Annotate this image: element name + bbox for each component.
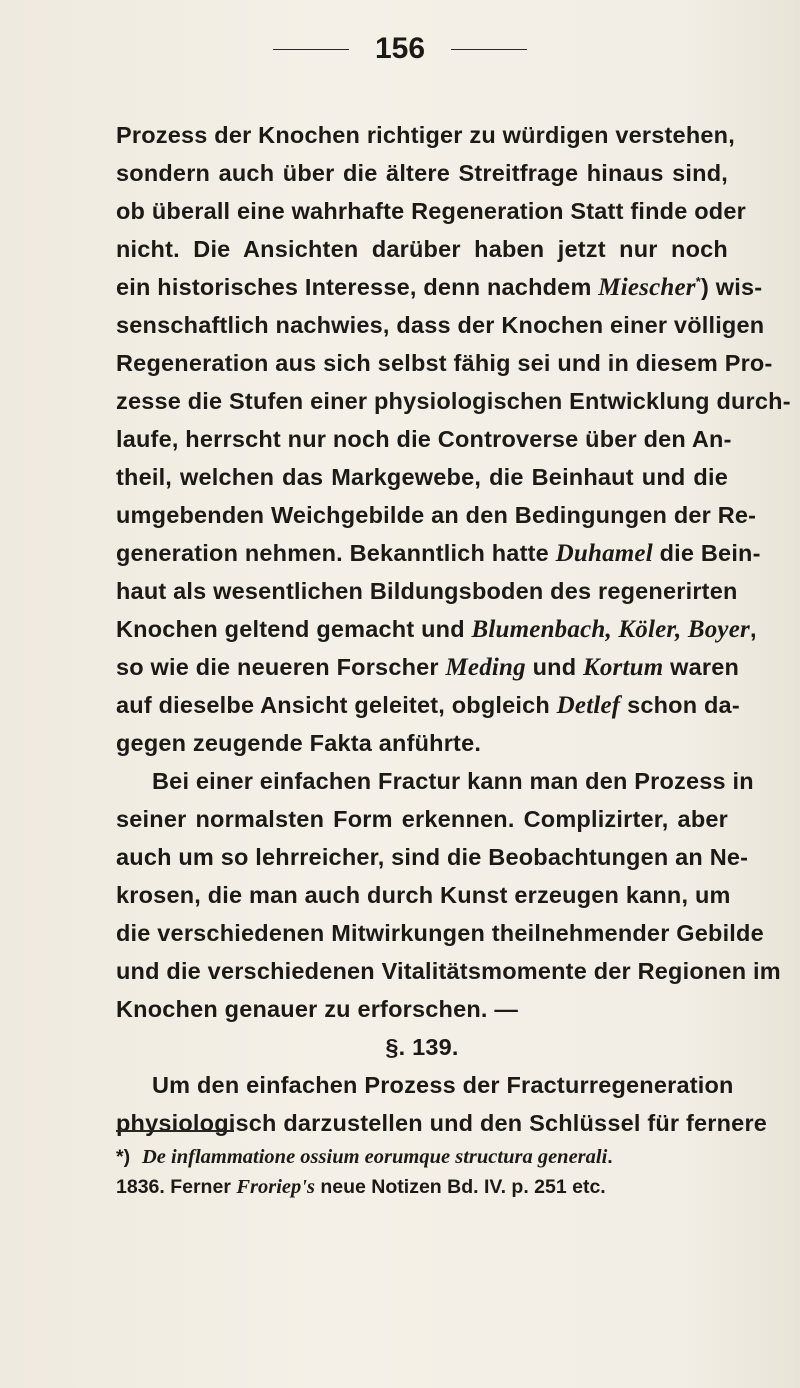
text-line bbox=[116, 914, 764, 952]
text-line bbox=[116, 1104, 768, 1142]
text-segment: neue Notizen Bd. IV. p. 251 etc. bbox=[314, 1176, 606, 1198]
text-segment: Prozess der Knochen richtiger zu würdigen verstehen, bbox=[116, 122, 735, 148]
text-segment: . bbox=[607, 1146, 613, 1168]
main-text bbox=[116, 116, 791, 1142]
text-segment: auch um so lehrreicher, sind die Beobachtungen an Ne- bbox=[116, 844, 749, 870]
text-segment: Regeneration aus sich selbst fähig sei und in diesem Pro- bbox=[116, 350, 773, 376]
text-line bbox=[116, 230, 728, 268]
text-line bbox=[116, 306, 765, 344]
text-segment: Bei einer einfachen Fractur kann man den Prozess in bbox=[152, 768, 754, 794]
text-segment: Um den einfachen Prozess der Fracturregeneration bbox=[152, 1072, 734, 1098]
text-segment: ) wis- bbox=[700, 274, 763, 300]
text-segment: seiner normalsten Form erkennen. Complizirter, aber bbox=[116, 806, 728, 832]
text-line bbox=[116, 420, 732, 458]
italic-name: De inflammatione ossium eorumque structura generali bbox=[142, 1146, 608, 1168]
text-segment: haut als wesentlichen Bildungsboden des regenerirten bbox=[116, 578, 738, 604]
text-line bbox=[116, 344, 773, 382]
section-heading bbox=[116, 1028, 728, 1066]
text-segment: so wie die neueren Forscher bbox=[116, 654, 446, 680]
footnote-separator bbox=[116, 1130, 234, 1132]
text-line bbox=[116, 990, 728, 1028]
footnote-line bbox=[116, 1172, 728, 1202]
footnote-marker: *) bbox=[116, 1146, 131, 1168]
text-segment: sondern auch über die ältere Streitfrage hinaus sind, bbox=[116, 160, 728, 186]
text-segment: theil, welchen das Markgewebe, die Beinhaut und die bbox=[116, 464, 728, 490]
italic-name: Miescher bbox=[598, 274, 696, 301]
text-segment: umgebenden Weichgebilde an den Bedingungen der Re- bbox=[116, 502, 757, 528]
text-line bbox=[116, 154, 728, 192]
text-line bbox=[116, 762, 754, 800]
italic-name: Blumenbach, Köler, Boyer bbox=[471, 616, 750, 643]
text-segment: §. 139. bbox=[385, 1034, 459, 1060]
text-segment: gegen zeugende Fakta anführte. bbox=[116, 730, 482, 756]
text-line bbox=[116, 724, 728, 762]
text-segment: die Bein- bbox=[652, 540, 761, 566]
page-number: 156 bbox=[374, 32, 426, 66]
text-segment: nicht. Die Ansichten darüber haben jetzt nur noch bbox=[116, 236, 728, 262]
text-line bbox=[116, 458, 728, 496]
page-header bbox=[0, 28, 800, 69]
text-line bbox=[116, 648, 740, 686]
text-segment: ein historisches Interesse, denn nachdem bbox=[116, 274, 599, 300]
text-segment: waren bbox=[663, 654, 740, 680]
text-segment: generation nehmen. Bekanntlich hatte bbox=[116, 540, 556, 566]
text-line bbox=[116, 116, 735, 154]
text-segment: die verschiedenen Mitwirkungen theilnehmender Gebilde bbox=[116, 920, 764, 946]
italic-name: Duhamel bbox=[555, 540, 653, 567]
text-line bbox=[116, 192, 746, 230]
text-line bbox=[116, 610, 757, 648]
text-segment: , bbox=[749, 616, 757, 642]
text-line bbox=[116, 534, 761, 572]
text-segment: Knochen genauer zu erforschen. — bbox=[116, 996, 519, 1022]
text-line bbox=[116, 1066, 734, 1104]
header-rule-left bbox=[273, 49, 349, 50]
footnote bbox=[116, 1142, 728, 1202]
text-segment: physiologisch darzustellen und den Schlüssel für fernere bbox=[116, 1110, 768, 1136]
text-line bbox=[116, 496, 757, 534]
italic-name: Detlef bbox=[556, 692, 621, 719]
text-line bbox=[116, 800, 728, 838]
italic-name: Froriep's bbox=[236, 1176, 315, 1198]
text-line bbox=[116, 572, 738, 610]
italic-name: Meding bbox=[445, 654, 526, 681]
text-line bbox=[116, 838, 749, 876]
footnote-line bbox=[116, 1142, 728, 1172]
text-segment: und die verschiedenen Vitalitätsmomente der Regionen im bbox=[116, 958, 781, 984]
footnote-marker: * bbox=[695, 274, 701, 290]
text-segment: laufe, herrscht nur noch die Controverse über den An- bbox=[116, 426, 732, 452]
text-segment: schon da- bbox=[620, 692, 740, 718]
text-segment: ob überall eine wahrhafte Regeneration Statt finde oder bbox=[116, 198, 746, 224]
italic-name: Kortum bbox=[582, 654, 664, 681]
text-line bbox=[116, 268, 763, 306]
text-line bbox=[116, 382, 791, 420]
text-segment: senschaftlich nachwies, dass der Knochen einer völligen bbox=[116, 312, 765, 338]
text-segment: krosen, die man auch durch Kunst erzeugen kann, um bbox=[116, 882, 731, 908]
text-segment: auf dieselbe Ansicht geleitet, obgleich bbox=[116, 692, 557, 718]
text-line bbox=[116, 686, 740, 724]
text-segment: 1836. Ferner bbox=[116, 1176, 237, 1198]
text-line bbox=[116, 876, 731, 914]
text-segment: und bbox=[525, 654, 583, 680]
text-line bbox=[116, 952, 781, 990]
header-rule-right bbox=[451, 49, 527, 50]
text-segment: Knochen geltend gemacht und bbox=[116, 616, 472, 642]
text-segment: zesse die Stufen einer physiologischen Entwicklung durch- bbox=[116, 388, 791, 414]
